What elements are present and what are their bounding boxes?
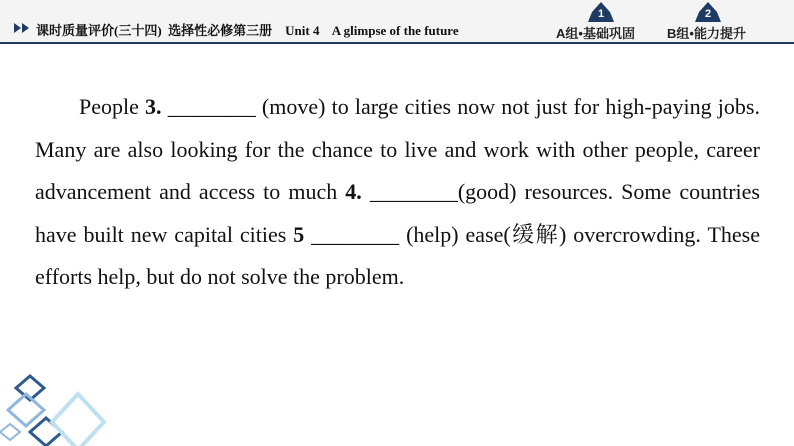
breadcrumb: 课时质量评价(三十四) 选择性必修第三册 Unit 4 A glimpse of the future [36, 23, 459, 38]
passage-text: ________ (help) ease(缓解) overcrowding. These efforts help, but do not solve the problem. [35, 221, 760, 290]
badge-1-icon [588, 2, 614, 22]
header-divider [0, 42, 794, 44]
passage-text: ________(good) resources. Some countries have built new capital cities [35, 179, 760, 247]
tab-number: 2 [704, 8, 712, 20]
tab-group-b[interactable] [667, 0, 757, 42]
header-bar [0, 0, 794, 44]
passage [35, 86, 760, 299]
passage-text: ________ (move) to large cities now not just for high-paying jobs. Many are also looking for the chance to live and work with other people, career advancement and access to much [35, 94, 760, 205]
tab-label: A组•基础巩固 [556, 26, 635, 41]
passage-paragraph [35, 86, 760, 299]
badge-2-icon [695, 2, 721, 22]
diamond-decoration-icon [0, 366, 120, 446]
tab-group-a[interactable] [556, 0, 646, 42]
play-icon [14, 22, 32, 34]
blank-number-5: 5 [293, 221, 305, 247]
passage-text: People [79, 94, 146, 119]
blank-number-3: 3. [145, 94, 162, 119]
blank-number-4: 4. [345, 179, 362, 205]
tab-label: B组•能力提升 [667, 26, 746, 41]
tab-number: 1 [597, 8, 605, 20]
